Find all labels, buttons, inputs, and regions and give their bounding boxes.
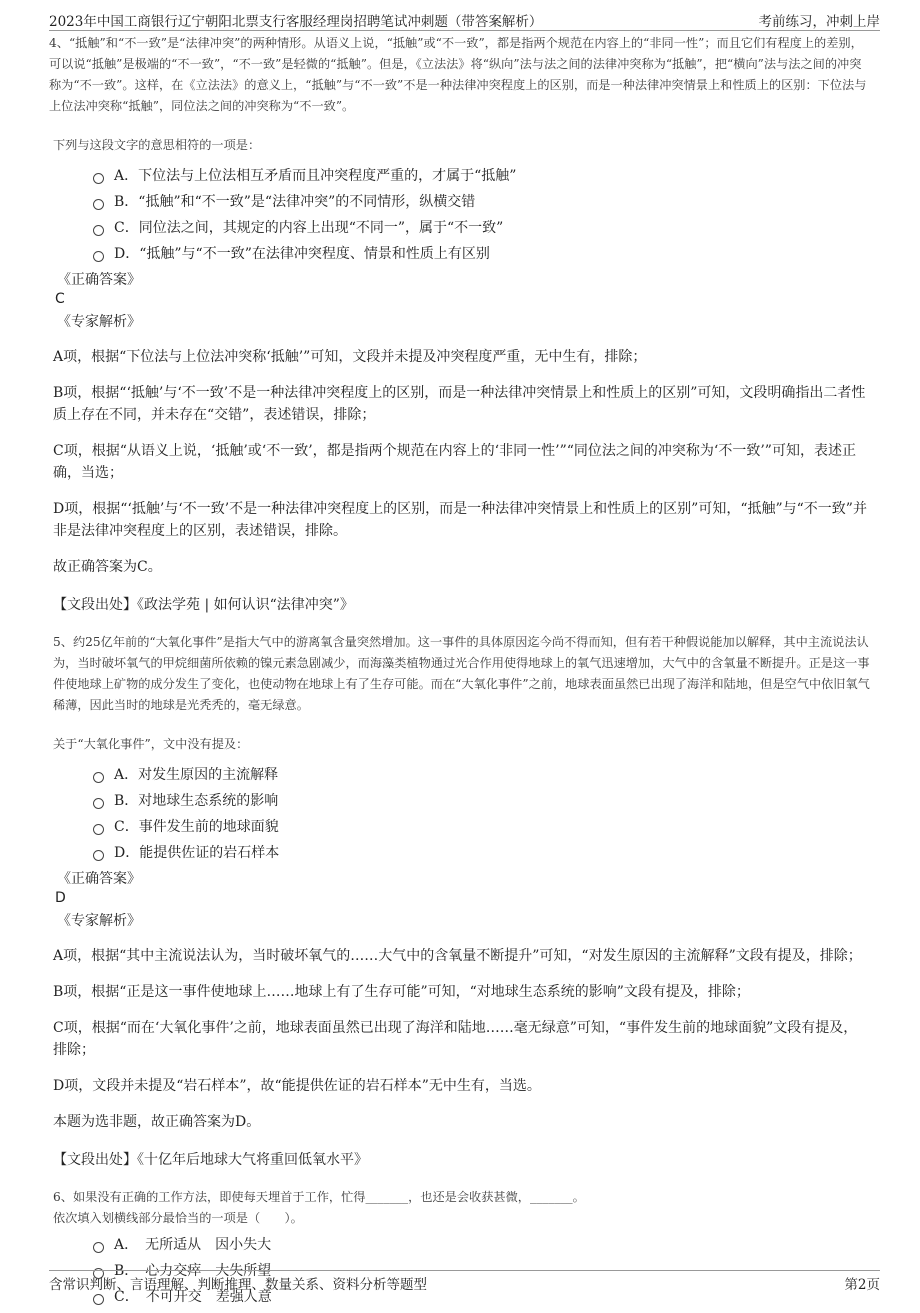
answer-value: C <box>55 291 65 307</box>
question-prompt: 下列与这段文字的意思相符的一项是： <box>53 138 261 152</box>
analysis-paragraph: A项，根据“下位法与上位法冲突称‘抵触’”可知，文段并未提及冲突程度严重，无中生有，排除； <box>53 349 647 365</box>
question-prompt: 依次填入划横线部分最恰当的一项是（ ）。 <box>53 1211 303 1225</box>
option-a[interactable] <box>93 166 871 186</box>
footer-note: 含常识判断、言语理解、判断推理、数量关系、资料分析等题型 <box>49 1277 427 1293</box>
option-d[interactable] <box>93 843 871 863</box>
option-text: C．事件发生前的地球面貌 <box>114 819 279 835</box>
option-text: B． 心力交瘁 大失所望 <box>114 1263 272 1279</box>
analysis-paragraph: D项，文段并未提及“岩石样本”，故“能提供佐证的岩石样本”无中生有，当选。 <box>53 1078 541 1094</box>
radio-icon[interactable] <box>93 173 104 184</box>
analysis-paragraph: B项，根据“‘抵触’与‘不一致’不是一种法律冲突程度上的区别，而是一种法律冲突情景上和性质上的区别”可知，文段明确指出二者性质上存在不同，并未存在“交错”，表述错误，排除； <box>53 385 866 423</box>
option-text: B．对地球生态系统的影响 <box>114 793 279 809</box>
option-b[interactable] <box>93 192 871 212</box>
answer-label: 《正确答案》 <box>57 272 141 288</box>
question-4 <box>49 33 871 616</box>
option-a[interactable] <box>93 765 871 785</box>
analysis-paragraph: D项，根据“‘抵触’与‘不一致’不是一种法律冲突程度上的区别，而是一种法律冲突情景上和性质上的区别”可知，“抵触”与“不一致”并非是法律冲突程度上的区别，表述错误，排除。 <box>53 501 867 539</box>
page-content <box>49 36 871 1313</box>
option-d[interactable] <box>93 244 871 264</box>
radio-icon[interactable] <box>93 251 104 262</box>
options-list <box>93 166 871 264</box>
answer-value: D <box>55 890 66 906</box>
analysis-paragraph: C项，根据“从语义上说，‘抵触’或‘不一致’，都是指两个规范在内容上的‘非同一性’”“同位法之间的冲突称为‘不一致’”可知，表述正确，当选； <box>53 443 856 481</box>
option-text: A． 无所适从 因小失大 <box>114 1237 272 1253</box>
header-slogan: 考前练习，冲刺上岸 <box>758 14 880 30</box>
question-5 <box>49 632 871 1171</box>
page-number: 第2页 <box>844 1277 880 1293</box>
radio-icon[interactable] <box>93 772 104 783</box>
option-text: C． 不可开交 差强人意 <box>114 1289 272 1305</box>
analysis-conclusion: 故正确答案为C。 <box>53 559 162 575</box>
radio-icon[interactable] <box>93 1242 104 1253</box>
question-passage: 5、约25亿年前的“大氧化事件”是指大气中的游离氧含量突然增加。这一事件的具体原因迄今尚不得而知，但有若干种假说能加以解释，其中主流说法认为，当时破坏氧气的甲烷细菌所依赖的镍元素急剧减少，而海藻类植物通过光合作用使得地球上的氧气迅速增加，大气中的含氧量不断提升。正是这一事件使地球上矿物的成分发生了变化，也使动物在地球上有了生存可能。而在“大氧化事件”之前，地球表面虽然已出现了海洋和陆地，但是空气中依旧氧气稀薄，因此当时的地球是光秃秃的，毫无绿意。 <box>53 635 870 712</box>
option-text: A．对发生原因的主流解释 <box>114 767 279 783</box>
question-stem: 6、如果没有正确的工作方法，即使每天埋首于工作，忙得_______，也还是会收获甚微，_______。 <box>53 1190 585 1204</box>
analysis-paragraph: B项，根据“正是这一事件使地球上……地球上有了生存可能”可知，“对地球生态系统的影响”文段有提及，排除； <box>53 984 750 1000</box>
option-text: D．“抵触”与“不一致”在法律冲突程度、情景和性质上有区别 <box>114 246 490 262</box>
page-header <box>49 8 880 31</box>
option-c[interactable] <box>93 817 871 837</box>
radio-icon[interactable] <box>93 824 104 835</box>
option-a[interactable] <box>93 1235 871 1255</box>
option-c[interactable] <box>93 218 871 238</box>
options-list <box>93 765 871 863</box>
option-b[interactable] <box>93 791 871 811</box>
radio-icon[interactable] <box>93 199 104 210</box>
question-prompt: 关于“大氧化事件”，文中没有提及： <box>53 737 249 751</box>
passage-source: 【文段出处】《政法学苑 | 如何认识“法律冲突”》 <box>53 597 354 613</box>
page-footer <box>49 1270 880 1293</box>
analysis-paragraph: C项，根据“而在‘大氧化事件’之前，地球表面虽然已出现了海洋和陆地……毫无绿意”可知，“事件发生前的地球面貌”文段有提及，排除； <box>53 1020 858 1058</box>
radio-icon[interactable] <box>93 1294 104 1305</box>
analysis-paragraph: A项，根据“其中主流说法认为，当时破坏氧气的……大气中的含氧量不断提升”可知，“对发生原因的主流解释”文段有提及，排除； <box>53 948 862 964</box>
analysis-conclusion: 本题为选非题，故正确答案为D。 <box>53 1114 261 1130</box>
radio-icon[interactable] <box>93 225 104 236</box>
option-text: B．“抵触”和“不一致”是“法律冲突”的不同情形，纵横交错 <box>114 194 476 210</box>
answer-label: 《正确答案》 <box>57 871 141 887</box>
option-text: C．同位法之间，其规定的内容上出现“不同一”，属于“不一致” <box>114 220 504 236</box>
document-title: 2023年中国工商银行辽宁朝阳北票支行客服经理岗招聘笔试冲刺题（带答案解析） <box>49 14 543 30</box>
radio-icon[interactable] <box>93 850 104 861</box>
passage-source: 【文段出处】《十亿年后地球大气将重回低氧水平》 <box>53 1152 368 1168</box>
question-passage: 4、“抵触”和“不一致”是“法律冲突”的两种情形。从语义上说，“抵触”或“不一致”，都是指两个规范在内容上的“非同一性”；而且它们有程度上的差别，可以说“抵触”是极端的“不一致”，“不一致”是轻微的“抵触”。但是，《立法法》将“纵向”法与法之间的法律冲突称为“抵触”，把“横向”法与法之间的冲突称为“不一致”。这样，在《立法法》的意义上，“抵触”与“不一致”不是一种法律冲突程度上的区别，而是一种法律冲突情景上和性质上的区别：下位法与上位法冲突称“抵触”，同位法之间的冲突称为“不一致”。 <box>49 36 867 113</box>
analysis-label: 《专家解析》 <box>57 314 141 330</box>
option-text: D．能提供佐证的岩石样本 <box>114 845 280 861</box>
analysis-label: 《专家解析》 <box>57 913 141 929</box>
radio-icon[interactable] <box>93 798 104 809</box>
option-text: A．下位法与上位法相互矛盾而且冲突程度严重的，才属于“抵触” <box>114 168 517 184</box>
